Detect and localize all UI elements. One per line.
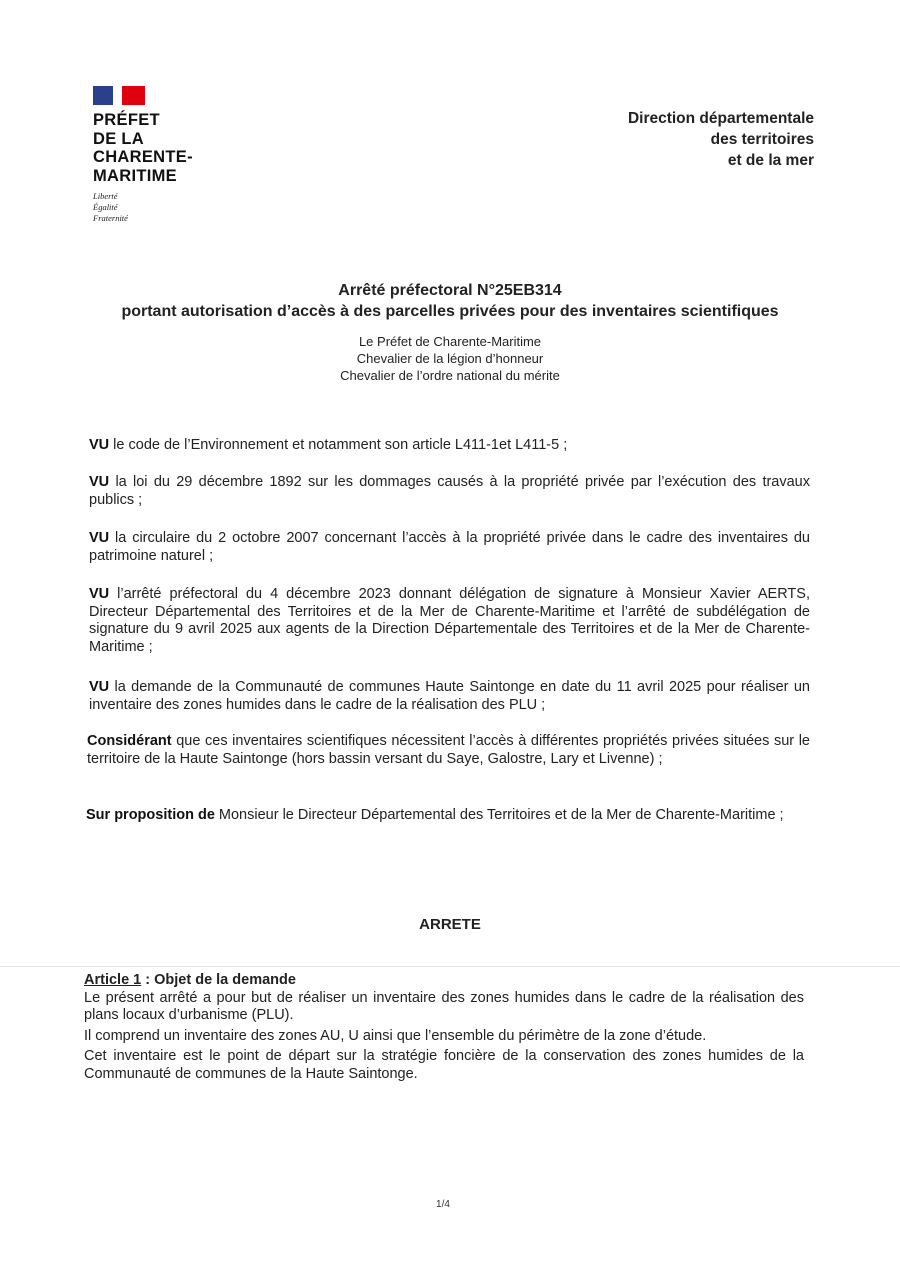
french-flag-icon [93,86,145,105]
article-label: Article 1 [84,972,142,988]
considerant-text: la loi du 29 décembre 1892 sur les dommages causés à la propriété privée par l’exécution des travaux publics ; [89,474,810,508]
considerant-lead: Sur proposition de [86,807,215,823]
considerant-text: le code de l’Environnement et notamment son article L411-1et L411-5 ; [109,437,568,453]
considerant-text: Monsieur le Directeur Départemental des Territoires et de la Mer de Charente-Maritime ; [214,807,784,823]
article-title: : Objet de la demande [141,972,296,988]
considerant-paragraph [89,474,810,509]
motto-line: Liberté [93,191,118,201]
considerant-lead: VU [89,679,110,695]
decree-number: Arrêté préfectoral N°25EB314 [338,282,562,299]
considerant-text: la circulaire du 2 octobre 2007 concernant l’accès à la propriété privée dans le cadre des inventaires du patrimoine naturel ; [89,530,810,564]
page-number: 1/4 [436,1199,450,1210]
considerant-paragraph [89,530,810,565]
considerant-lead: VU [89,530,110,546]
prefecture-name-line: MARITIME [93,166,177,185]
prefet-titles [0,333,900,384]
section-divider [0,966,900,967]
considerant-text: l’arrêté préfectoral du 4 décembre 2023 donnant délégation de signature à Monsieur Xavier AERTS, Directeur Départemental des Territoires et de la Mer de Charente-Maritime et l’arrêté de subdélégation de signature du 9 avril 2025 aux agents de la Direction Départementale des Territoires et de la Mer de Charente-Maritime ; [89,586,810,655]
article-1 [84,972,804,1083]
article-heading [84,972,804,990]
directorate-line: Direction départementale [627,110,814,127]
article-paragraph: Il comprend un inventaire des zones AU, U ainsi que l’ensemble du périmètre de la zone d’étude. [84,1027,707,1044]
directorate-line: et de la mer [727,152,814,169]
considerant-lead: VU [89,437,110,453]
issuing-directorate [628,108,814,171]
motto-line: Fraternité [93,213,128,223]
considerant-paragraph [87,733,810,768]
considerant-lead: VU [89,586,110,602]
prefet-title-line: Chevalier de la légion d’honneur [356,351,544,366]
considerant-paragraph [89,679,810,714]
prefecture-logo [93,86,193,224]
prefet-title-line: Le Préfet de Charente-Maritime [358,334,542,349]
prefet-title-line: Chevalier de l’ordre national du mérite [340,368,560,383]
arrete-heading: ARRETE [419,916,481,933]
considerant-paragraph [86,807,810,825]
decree-title [0,280,900,322]
prefecture-name-line: PRÉFET [93,111,160,129]
prefecture-name [93,111,193,185]
considerant-lead: Considérant [87,733,172,749]
considerant-paragraph [89,586,810,656]
considerant-lead: VU [89,474,110,490]
article-paragraph: Le présent arrêté a pour but de réaliser un inventaire des zones humides dans le cadre de la réalisation des plans locaux d’urbanisme (PLU). [84,989,804,1023]
prefecture-name-line: CHARENTE- [93,148,193,166]
article-paragraph: Cet inventaire est le point de départ sur la stratégie foncière de la conservation des zones humides de la Communauté de communes de la Haute Saintonge. [84,1048,804,1082]
republic-motto [93,191,193,224]
directorate-line: des territoires [710,131,814,148]
considerant-text: la demande de la Communauté de communes Haute Saintonge en date du 11 avril 2025 pour réaliser un inventaire des zones humides dans le cadre de la réalisation des PLU ; [89,679,810,713]
considerant-text: que ces inventaires scientifiques nécessitent l’accès à différentes propriétés privées situées sur le territoire de la Haute Saintonge (hors bassin versant du Saye, Galostre, Lary et Livenne) ; [87,733,810,767]
motto-line: Égalité [93,202,118,212]
prefecture-name-line: DE LA [93,129,144,148]
considerant-paragraph [89,437,810,455]
decree-subject: portant autorisation d’accès à des parcelles privées pour des inventaires scientifiques [121,303,779,320]
